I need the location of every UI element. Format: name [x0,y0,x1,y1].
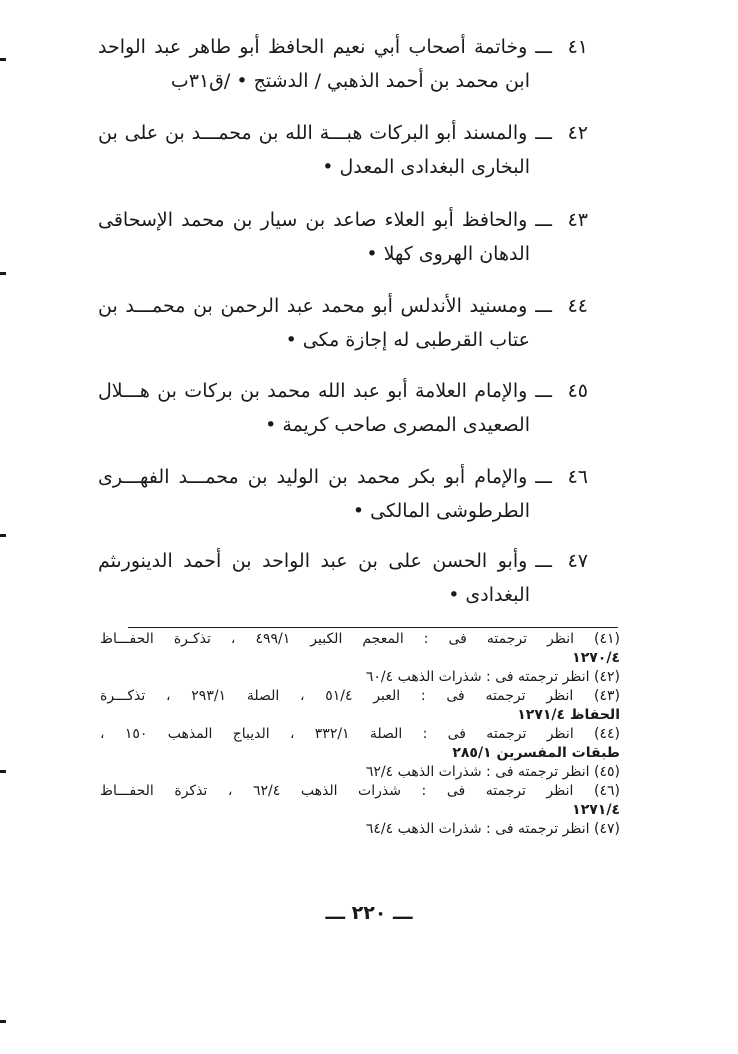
footnote-line: (٤٣) انظر ترجمته فى : العبر ٥١/٤ ، الصلة ٢٩٣/١ ، تذكـــرة [100,688,620,704]
entry-45 [98,374,588,442]
entry-text-line2: الصعيدى المصرى صاحب كريمة • [265,414,530,436]
entry-41 [98,30,588,98]
footnote-line: ١٢٧٠/٤ [572,650,620,666]
entry-44 [98,289,588,357]
entry-text-line2: الدهان الهروى كهلا • [366,243,530,265]
scan-margin-mark [0,272,6,275]
entry-46 [98,460,588,528]
footnote-line: ١٢٧١/٤ [572,802,620,818]
entry-text-line1: وخاتمة أصحاب أبي نعيم الحافظ أبو طاهر عبد الواحد [98,36,528,58]
entry-text-line1: والمسند أبو البركات هبـــة الله بن محمـــد بن على بن [98,122,528,144]
footnote-line: (٤٦) انظر ترجمته فى : شذرات الذهب ٦٢/٤ ، تذكرة الحفـــاظ [100,783,620,799]
entry-number: ٤٣ [567,209,588,231]
entry-text-line2: الطرطوشى المالكى • [352,500,530,522]
entry-dash: ـــ [535,209,552,231]
entry-dash: ـــ [535,380,552,402]
footnote-line: الحفاظ ١٢٧١/٤ [517,707,620,723]
entry-text-line1: ومسنيد الأندلس أبو محمد عبد الرحمن بن محمـــد بن [98,295,528,317]
entry-47 [98,544,588,612]
entry-text-line1: والحافظ أبو العلاء صاعد بن سيار بن محمد الإسحاقى [98,209,528,231]
entry-text-line2: البغدادى • [448,584,530,606]
entry-number: ٤٥ [567,380,588,402]
entry-number: ٤٢ [567,122,588,144]
entry-number: ٤٧ [567,550,588,572]
entry-43 [98,203,588,271]
footnotes [100,630,620,839]
entry-number: ٤١ [567,36,588,58]
entry-number: ٤٤ [567,295,588,317]
entry-dash: ـــ [535,550,552,572]
entry-dash: ـــ [535,36,552,58]
scan-margin-mark [0,58,6,61]
footnote-line: (٤٥) انظر ترجمته فى : شذرات الذهب ٦٢/٤ [365,764,620,780]
entry-text-line1: والإمام العلامة أبو عبد الله محمد بن بركات بن هـــلال [98,380,528,402]
scan-margin-mark [0,770,6,773]
footnote-line: (٤٤) انظر ترجمته فى : الصلة ٣٣٢/١ ، الديباج المذهب ١٥٠ ، [100,726,620,742]
footnote-line: (٤٧) انظر ترجمته فى : شذرات الذهب ٦٤/٤ [365,821,620,837]
footnote-line: (٤١) انظر ترجمته فى : المعجم الكبير ٤٩٩/١ ، تذكـرة الحفـــاظ [100,631,620,647]
entry-number: ٤٦ [567,466,588,488]
page-number: ـــ ٢٢٠ ـــ [325,902,413,924]
entry-text-line2: عتاب القرطبى له إجازة مكى • [285,329,530,351]
entry-text-line1: وأبو الحسن على بن عبد الواحد بن أحمد الدينورىثم [98,550,528,572]
entry-dash: ـــ [535,122,552,144]
footnote-divider [128,627,618,628]
entry-42 [98,116,588,184]
footnote-line: (٤٢) انظر ترجمته فى : شذرات الذهب ٦٠/٤ [365,669,620,685]
entry-text-line2: ابن محمد بن أحمد الذهبي / الدشتج • /ق٣١ب [170,70,530,92]
entry-dash: ـــ [535,466,552,488]
footnote-line: طبقات المفسرين ٢٨٥/١ [452,745,620,761]
entry-text-line1: والإمام أبو بكر محمد بن الوليد بن محمـــد الفهـــرى [98,466,528,488]
scan-margin-mark [0,534,6,537]
scan-margin-mark [0,1020,6,1023]
entry-text-line2: البخارى البغدادى المعدل • [322,156,530,178]
entry-dash: ـــ [535,295,552,317]
